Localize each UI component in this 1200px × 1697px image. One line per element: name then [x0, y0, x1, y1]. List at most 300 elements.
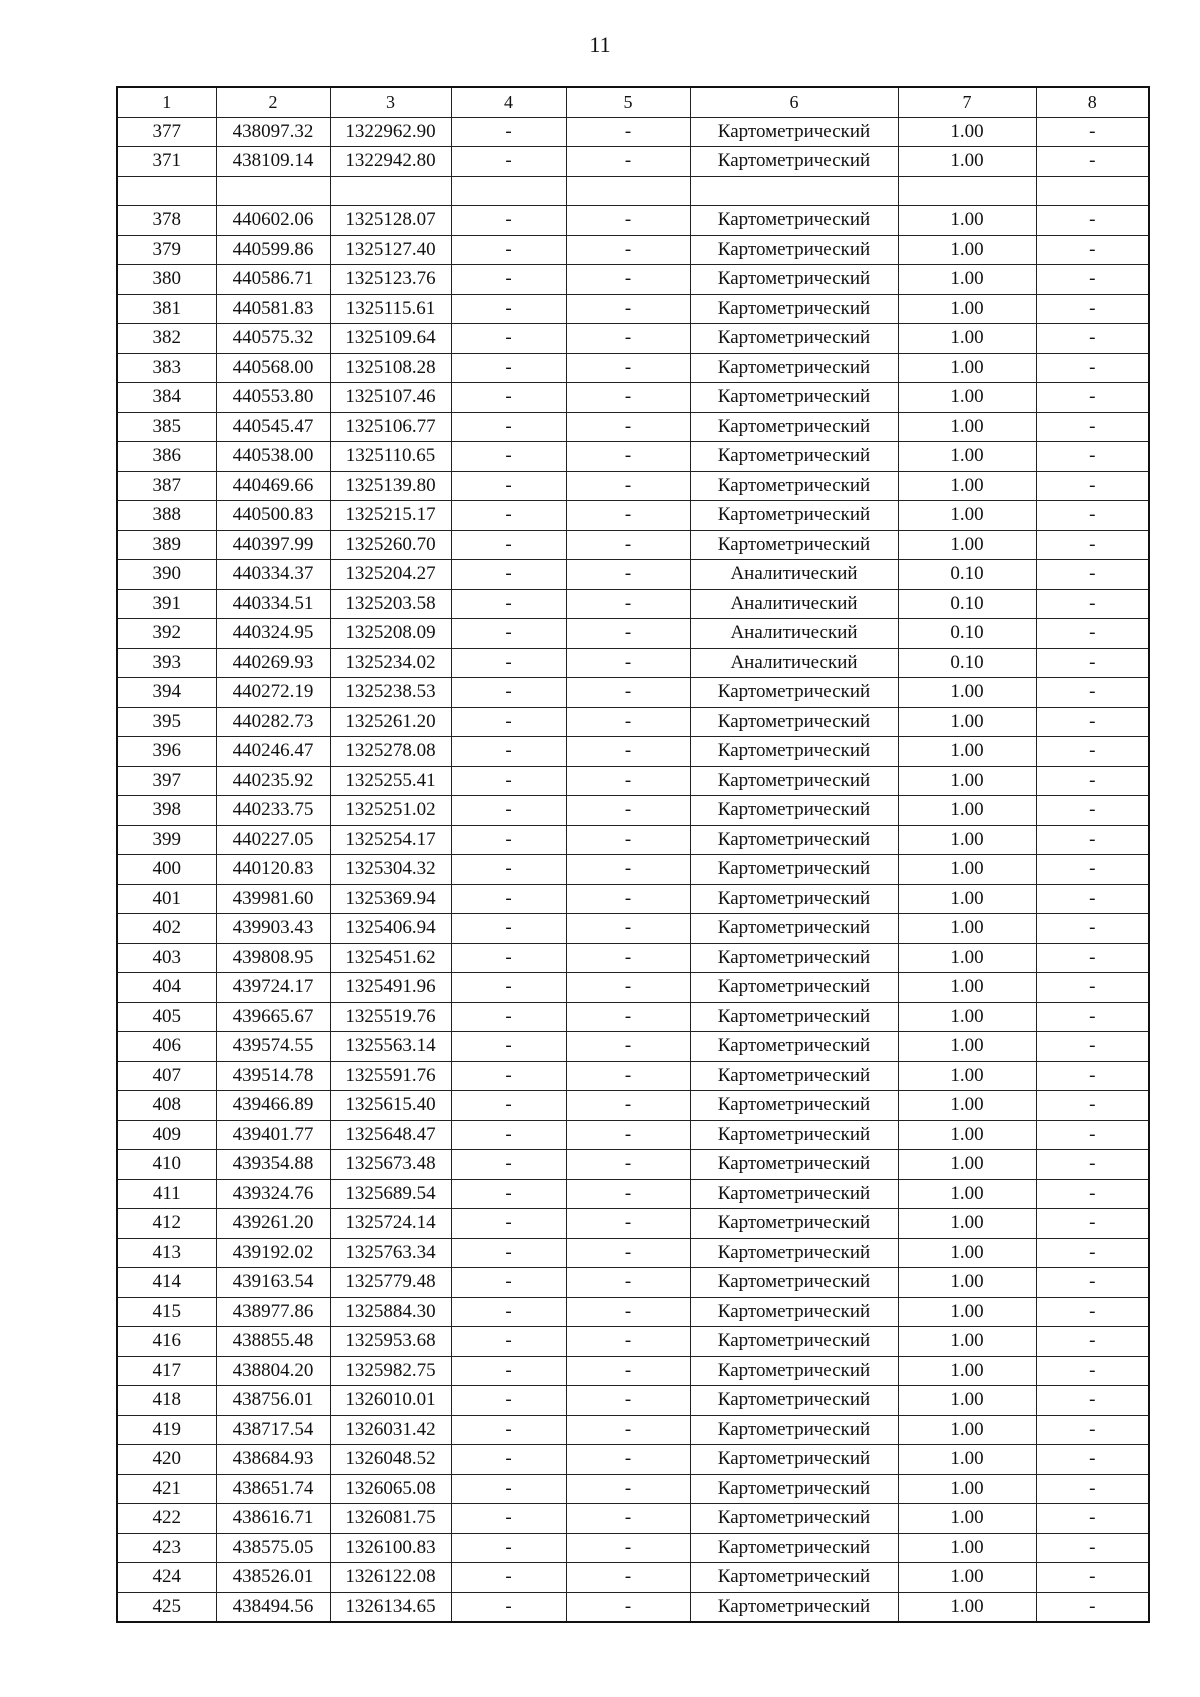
table-cell: - — [451, 1002, 566, 1032]
table-cell: 1325724.14 — [330, 1209, 451, 1239]
table-cell: 1.00 — [898, 796, 1036, 826]
table-cell: 1325234.02 — [330, 648, 451, 678]
table-cell: 440272.19 — [216, 678, 330, 708]
table-cell: 1.00 — [898, 1563, 1036, 1593]
table-cell: - — [566, 530, 690, 560]
table-cell: 1.00 — [898, 707, 1036, 737]
table-cell: 1325254.17 — [330, 825, 451, 855]
table-cell: 1.00 — [898, 1150, 1036, 1180]
table-cell: 1.00 — [898, 235, 1036, 265]
table-cell: - — [451, 914, 566, 944]
table-cell: - — [451, 1592, 566, 1622]
table-cell: 1325251.02 — [330, 796, 451, 826]
table-cell: Картометрический — [690, 1592, 898, 1622]
table-cell: Картометрический — [690, 1297, 898, 1327]
table-cell: 394 — [117, 678, 216, 708]
table-cell: 1.00 — [898, 1474, 1036, 1504]
table-row — [117, 619, 1149, 649]
table-cell: - — [451, 324, 566, 354]
table-cell: 424 — [117, 1563, 216, 1593]
table-cell: 438756.01 — [216, 1386, 330, 1416]
table-cell: 440581.83 — [216, 294, 330, 324]
table-cell: - — [1036, 707, 1149, 737]
table-cell: Картометрический — [690, 943, 898, 973]
table-cell: - — [451, 1061, 566, 1091]
table-cell: - — [1036, 1091, 1149, 1121]
table-cell: 1.00 — [898, 265, 1036, 295]
table-cell: - — [451, 383, 566, 413]
table-cell: - — [566, 265, 690, 295]
table-cell: - — [451, 884, 566, 914]
table-cell: 397 — [117, 766, 216, 796]
table-cell: - — [451, 1474, 566, 1504]
table-cell: Картометрический — [690, 1061, 898, 1091]
column-header-6: 6 — [690, 87, 898, 117]
table-cell: 418 — [117, 1386, 216, 1416]
table-cell: - — [566, 796, 690, 826]
table-cell: 439665.67 — [216, 1002, 330, 1032]
table-row — [117, 825, 1149, 855]
table-cell: Картометрический — [690, 442, 898, 472]
column-header-5: 5 — [566, 87, 690, 117]
table-cell: - — [566, 412, 690, 442]
table-cell: 1.00 — [898, 294, 1036, 324]
table-cell: 440269.93 — [216, 648, 330, 678]
table-cell: - — [566, 1120, 690, 1150]
table-cell: 1325406.94 — [330, 914, 451, 944]
column-header-2: 2 — [216, 87, 330, 117]
table-row — [117, 1179, 1149, 1209]
table-cell: - — [451, 855, 566, 885]
table-cell: - — [1036, 1179, 1149, 1209]
table-row — [117, 1238, 1149, 1268]
table-cell: - — [451, 619, 566, 649]
table-cell: Картометрический — [690, 1445, 898, 1475]
table-cell: 1.00 — [898, 412, 1036, 442]
table-cell: - — [1036, 294, 1149, 324]
table-cell: Картометрический — [690, 825, 898, 855]
table-cell: - — [566, 1179, 690, 1209]
table-cell: Картометрический — [690, 235, 898, 265]
table-cell: - — [1036, 1563, 1149, 1593]
table-cell: - — [1036, 412, 1149, 442]
table-row — [117, 1091, 1149, 1121]
table-cell: 1326065.08 — [330, 1474, 451, 1504]
table-cell: 1326031.42 — [330, 1415, 451, 1445]
table-cell: 391 — [117, 589, 216, 619]
table-cell: 1325203.58 — [330, 589, 451, 619]
table-cell: Картометрический — [690, 471, 898, 501]
table-cell: 409 — [117, 1120, 216, 1150]
table-cell: 440538.00 — [216, 442, 330, 472]
table-cell: - — [1036, 206, 1149, 236]
table-cell — [1036, 176, 1149, 206]
table-cell: 0.10 — [898, 589, 1036, 619]
table-cell: - — [1036, 1061, 1149, 1091]
table-cell: 1325123.76 — [330, 265, 451, 295]
table-cell: - — [566, 1268, 690, 1298]
table-cell: - — [1036, 943, 1149, 973]
table-cell: 386 — [117, 442, 216, 472]
table-cell: Аналитический — [690, 619, 898, 649]
table-cell: 1325215.17 — [330, 501, 451, 531]
column-header-1: 1 — [117, 87, 216, 117]
table-cell: Картометрический — [690, 1091, 898, 1121]
table-cell: 378 — [117, 206, 216, 236]
table-cell: 438526.01 — [216, 1563, 330, 1593]
table-cell: - — [451, 1533, 566, 1563]
table-cell: - — [566, 973, 690, 1003]
table-cell: - — [1036, 1032, 1149, 1062]
table-cell — [690, 176, 898, 206]
table-cell: 1325953.68 — [330, 1327, 451, 1357]
table-cell: - — [1036, 1120, 1149, 1150]
table-row — [117, 1415, 1149, 1445]
table-cell: 1.00 — [898, 1533, 1036, 1563]
table-cell: 1.00 — [898, 117, 1036, 147]
table-row — [117, 766, 1149, 796]
table-row — [117, 1474, 1149, 1504]
table-cell: 1.00 — [898, 1268, 1036, 1298]
table-cell: - — [451, 766, 566, 796]
table-row — [117, 383, 1149, 413]
table-cell: - — [566, 353, 690, 383]
table-cell: Картометрический — [690, 1474, 898, 1504]
table-cell: 1325779.48 — [330, 1268, 451, 1298]
column-header-4: 4 — [451, 87, 566, 117]
table-cell: Картометрический — [690, 1238, 898, 1268]
table-cell: 1.00 — [898, 1356, 1036, 1386]
table-cell: 1.00 — [898, 1002, 1036, 1032]
table-cell: - — [451, 412, 566, 442]
table-cell: 1.00 — [898, 1386, 1036, 1416]
table-cell: - — [1036, 1268, 1149, 1298]
table-cell: 1.00 — [898, 1091, 1036, 1121]
table-cell: Картометрический — [690, 1150, 898, 1180]
table-cell: - — [451, 1150, 566, 1180]
table-cell: 1.00 — [898, 1297, 1036, 1327]
table-row — [117, 884, 1149, 914]
table-cell: - — [451, 589, 566, 619]
table-cell: - — [451, 1120, 566, 1150]
table-row — [117, 1209, 1149, 1239]
table-cell: 1.00 — [898, 678, 1036, 708]
table-cell: 1.00 — [898, 1592, 1036, 1622]
table-cell: 419 — [117, 1415, 216, 1445]
table-cell: - — [566, 678, 690, 708]
table-cell: - — [566, 147, 690, 177]
table-cell: Картометрический — [690, 973, 898, 1003]
table-cell: - — [451, 1415, 566, 1445]
table-cell: 439981.60 — [216, 884, 330, 914]
table-cell: 440599.86 — [216, 235, 330, 265]
page-number: 11 — [589, 32, 611, 57]
table-cell: - — [566, 619, 690, 649]
table-cell: - — [566, 737, 690, 767]
table-cell: - — [1036, 1474, 1149, 1504]
table-cell: 1325591.76 — [330, 1061, 451, 1091]
table-cell: - — [1036, 235, 1149, 265]
table-cell: 1.00 — [898, 1061, 1036, 1091]
table-cell: 1325563.14 — [330, 1032, 451, 1062]
table-cell: - — [451, 442, 566, 472]
table-cell: 1.00 — [898, 737, 1036, 767]
table-cell: - — [451, 648, 566, 678]
table-row — [117, 530, 1149, 560]
table-cell — [898, 176, 1036, 206]
table-cell: 1.00 — [898, 825, 1036, 855]
table-cell: 382 — [117, 324, 216, 354]
table-cell: 1325648.47 — [330, 1120, 451, 1150]
table-cell: 411 — [117, 1179, 216, 1209]
table-cell: - — [566, 648, 690, 678]
table-cell: 438575.05 — [216, 1533, 330, 1563]
table-cell: 420 — [117, 1445, 216, 1475]
table-cell: 1.00 — [898, 973, 1036, 1003]
column-header-8: 8 — [1036, 87, 1149, 117]
table-cell: 438684.93 — [216, 1445, 330, 1475]
table-cell: Картометрический — [690, 855, 898, 885]
table-cell: - — [566, 914, 690, 944]
table-cell: 438616.71 — [216, 1504, 330, 1534]
table-cell: 387 — [117, 471, 216, 501]
table-row — [117, 1150, 1149, 1180]
table-cell: 439354.88 — [216, 1150, 330, 1180]
table-cell: 414 — [117, 1268, 216, 1298]
column-header-3: 3 — [330, 87, 451, 117]
table-cell: - — [1036, 147, 1149, 177]
table-cell: 1.00 — [898, 1032, 1036, 1062]
table-cell: 440397.99 — [216, 530, 330, 560]
table-cell: - — [1036, 973, 1149, 1003]
table-cell: 1325369.94 — [330, 884, 451, 914]
table-cell: 439724.17 — [216, 973, 330, 1003]
table-cell: 399 — [117, 825, 216, 855]
table-cell: - — [566, 1209, 690, 1239]
table-cell: - — [566, 1533, 690, 1563]
table-cell: - — [1036, 265, 1149, 295]
table-cell: 1.00 — [898, 1179, 1036, 1209]
table-cell: 417 — [117, 1356, 216, 1386]
table-cell: 1.00 — [898, 914, 1036, 944]
table-cell: 1325106.77 — [330, 412, 451, 442]
table-cell: - — [1036, 678, 1149, 708]
table-row — [117, 1032, 1149, 1062]
table-cell: - — [566, 884, 690, 914]
table-cell: - — [1036, 471, 1149, 501]
table-cell: - — [566, 707, 690, 737]
table-cell: 384 — [117, 383, 216, 413]
table-cell: 385 — [117, 412, 216, 442]
table-cell: 438097.32 — [216, 117, 330, 147]
table-row — [117, 265, 1149, 295]
table-cell: - — [566, 1061, 690, 1091]
table-cell: 1325615.40 — [330, 1091, 451, 1121]
table-cell: - — [566, 1238, 690, 1268]
table-cell: - — [1036, 1209, 1149, 1239]
table-cell: 403 — [117, 943, 216, 973]
table-cell — [566, 176, 690, 206]
table-cell: - — [566, 471, 690, 501]
table-cell: - — [451, 707, 566, 737]
table-cell: 440575.32 — [216, 324, 330, 354]
table-cell: - — [566, 501, 690, 531]
table-cell: - — [1036, 1386, 1149, 1416]
table-cell: - — [1036, 796, 1149, 826]
table-cell: - — [566, 294, 690, 324]
table-cell: - — [1036, 383, 1149, 413]
table-cell: - — [451, 117, 566, 147]
table-cell: 1322942.80 — [330, 147, 451, 177]
table-cell: Картометрический — [690, 265, 898, 295]
table-cell: - — [566, 324, 690, 354]
table-cell: - — [566, 1150, 690, 1180]
table-cell: - — [451, 1091, 566, 1121]
table-cell: 1325278.08 — [330, 737, 451, 767]
table-cell: 438977.86 — [216, 1297, 330, 1327]
table-row — [117, 914, 1149, 944]
table-cell: Картометрический — [690, 1120, 898, 1150]
table-cell: Картометрический — [690, 766, 898, 796]
table-cell: 440233.75 — [216, 796, 330, 826]
table-cell: - — [1036, 501, 1149, 531]
table-cell: 440545.47 — [216, 412, 330, 442]
table-cell: 379 — [117, 235, 216, 265]
table-cell: 1.00 — [898, 324, 1036, 354]
table-cell: 1325260.70 — [330, 530, 451, 560]
table-cell: 1.00 — [898, 147, 1036, 177]
table-cell: 1326048.52 — [330, 1445, 451, 1475]
table-cell: - — [1036, 589, 1149, 619]
table-cell: - — [451, 235, 566, 265]
table-cell: - — [1036, 855, 1149, 885]
table-cell: 0.10 — [898, 560, 1036, 590]
table-cell: - — [566, 1032, 690, 1062]
table-cell: - — [566, 1415, 690, 1445]
table-row — [117, 1592, 1149, 1622]
table-cell: 1325108.28 — [330, 353, 451, 383]
table-cell: - — [451, 1356, 566, 1386]
table-cell: - — [566, 1563, 690, 1593]
table-cell: - — [566, 1474, 690, 1504]
table-cell: Картометрический — [690, 501, 898, 531]
table-cell: 1.00 — [898, 1238, 1036, 1268]
table-cell: 439324.76 — [216, 1179, 330, 1209]
table-cell: - — [566, 1091, 690, 1121]
table-cell: 440324.95 — [216, 619, 330, 649]
table-cell: 1325261.20 — [330, 707, 451, 737]
table-cell: 440602.06 — [216, 206, 330, 236]
table-cell: Картометрический — [690, 914, 898, 944]
table-cell: 440120.83 — [216, 855, 330, 885]
table-cell: Картометрический — [690, 294, 898, 324]
table-cell: Картометрический — [690, 796, 898, 826]
table-cell: - — [566, 560, 690, 590]
table-cell: 438494.56 — [216, 1592, 330, 1622]
table-cell: 1325982.75 — [330, 1356, 451, 1386]
table-cell: - — [1036, 648, 1149, 678]
table-cell: - — [1036, 884, 1149, 914]
table-cell: 440246.47 — [216, 737, 330, 767]
table-cell: 439261.20 — [216, 1209, 330, 1239]
table-cell: - — [451, 737, 566, 767]
table-cell: 402 — [117, 914, 216, 944]
table-cell: - — [451, 1445, 566, 1475]
table-cell: - — [1036, 1238, 1149, 1268]
table-cell: 1.00 — [898, 855, 1036, 885]
table-cell: - — [566, 117, 690, 147]
table-row — [117, 1061, 1149, 1091]
table-cell: Картометрический — [690, 412, 898, 442]
table-cell: - — [451, 501, 566, 531]
table-cell: 412 — [117, 1209, 216, 1239]
table-cell: 1.00 — [898, 1415, 1036, 1445]
table-cell: - — [451, 1297, 566, 1327]
table-row — [117, 1297, 1149, 1327]
table-row — [117, 147, 1149, 177]
table-cell: Картометрический — [690, 1504, 898, 1534]
table-cell: 1.00 — [898, 530, 1036, 560]
table-cell: 439401.77 — [216, 1120, 330, 1150]
table-cell: - — [451, 1179, 566, 1209]
table-header-row — [117, 87, 1149, 117]
table-cell: 438109.14 — [216, 147, 330, 177]
table-row — [117, 1356, 1149, 1386]
table-cell: 393 — [117, 648, 216, 678]
table-cell: Картометрический — [690, 530, 898, 560]
table-cell: 1.00 — [898, 766, 1036, 796]
table-cell: - — [451, 825, 566, 855]
table-cell: 1.00 — [898, 1504, 1036, 1534]
table-cell: Картометрический — [690, 147, 898, 177]
table-cell: 1.00 — [898, 1327, 1036, 1357]
table-row — [117, 648, 1149, 678]
table-cell: - — [451, 1504, 566, 1534]
table-cell: - — [566, 206, 690, 236]
table-cell: - — [566, 855, 690, 885]
table-cell: 1325519.76 — [330, 1002, 451, 1032]
table-cell: Картометрический — [690, 1032, 898, 1062]
table-cell: 0.10 — [898, 648, 1036, 678]
table-cell: 1325304.32 — [330, 855, 451, 885]
table-cell: 388 — [117, 501, 216, 531]
table-cell: 440568.00 — [216, 353, 330, 383]
table-cell: - — [566, 1445, 690, 1475]
table-cell: 1325238.53 — [330, 678, 451, 708]
table-cell: Картометрический — [690, 1179, 898, 1209]
table-cell: 398 — [117, 796, 216, 826]
table-row — [117, 206, 1149, 236]
table-row — [117, 1563, 1149, 1593]
table-cell: 439466.89 — [216, 1091, 330, 1121]
table-cell: 422 — [117, 1504, 216, 1534]
table-cell: 439903.43 — [216, 914, 330, 944]
table-cell: Картометрический — [690, 353, 898, 383]
table-row — [117, 560, 1149, 590]
table-cell: 440553.80 — [216, 383, 330, 413]
table-cell: 0.10 — [898, 619, 1036, 649]
table-cell: 423 — [117, 1533, 216, 1563]
table-cell: 371 — [117, 147, 216, 177]
table-cell: - — [451, 1327, 566, 1357]
table-row — [117, 1445, 1149, 1475]
table-row — [117, 442, 1149, 472]
table-cell: - — [1036, 1002, 1149, 1032]
table-cell: 1.00 — [898, 383, 1036, 413]
table-cell: 439808.95 — [216, 943, 330, 973]
table-cell: 1.00 — [898, 501, 1036, 531]
table-cell: - — [451, 530, 566, 560]
